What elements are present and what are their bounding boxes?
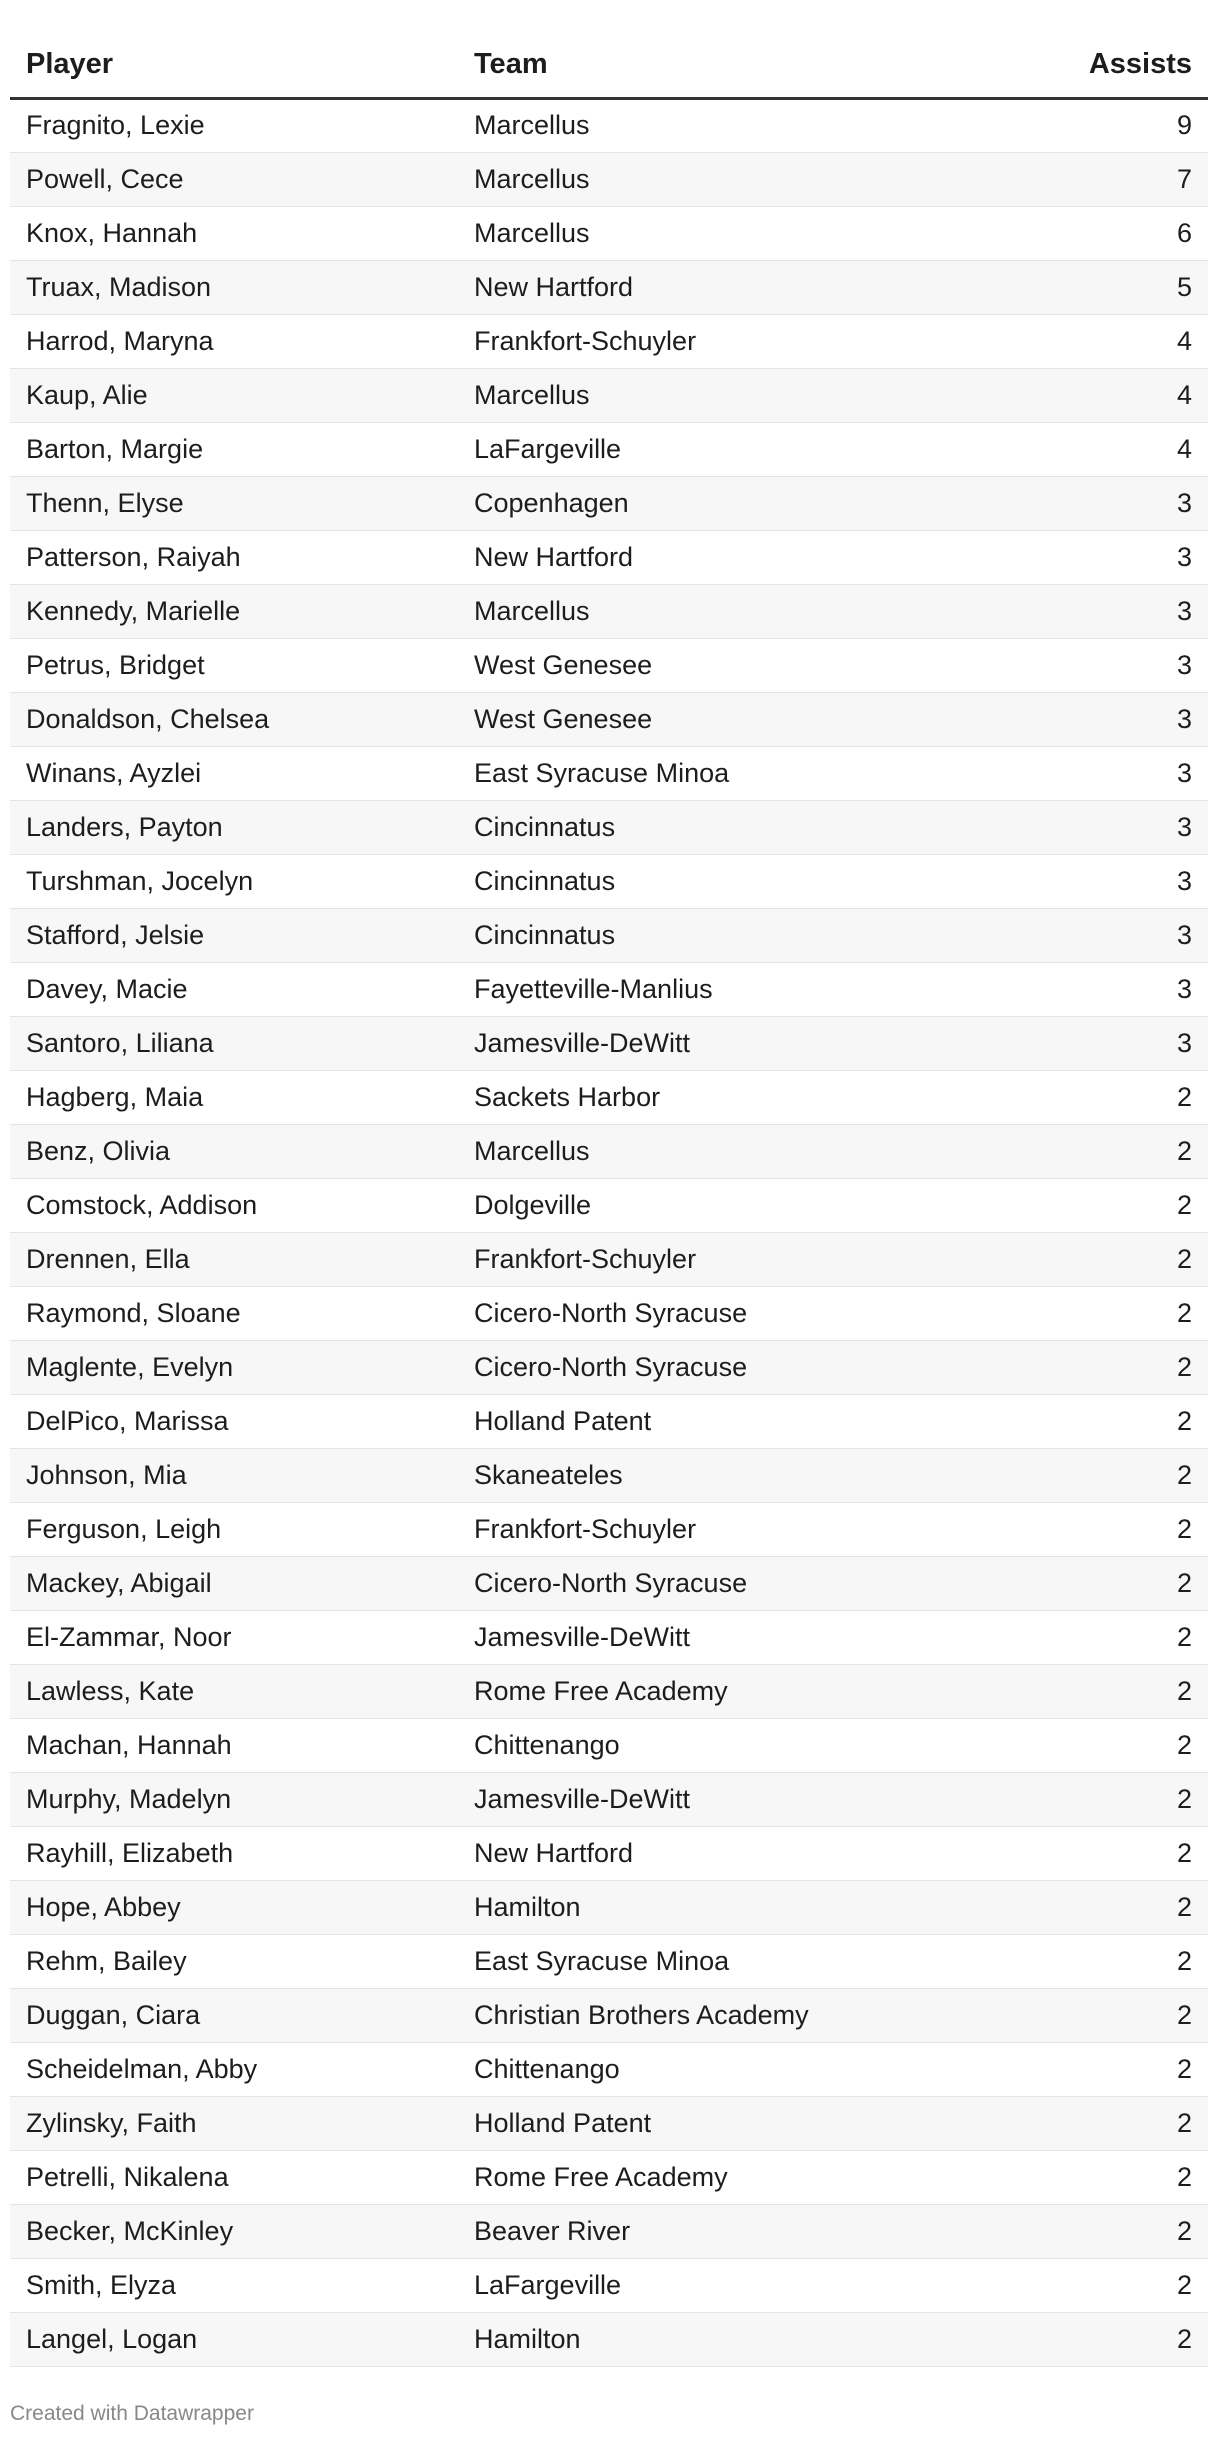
cell-player: Stafford, Jelsie: [10, 908, 458, 962]
cell-team: Sackets Harbor: [458, 1070, 1018, 1124]
cell-player: Comstock, Addison: [10, 1178, 458, 1232]
cell-assists: 2: [1018, 1286, 1208, 1340]
table-row: [10, 1664, 1208, 1718]
cell-team: Chittenango: [458, 1718, 1018, 1772]
cell-assists: 2: [1018, 1070, 1208, 1124]
cell-team: Marcellus: [458, 1124, 1018, 1178]
cell-team: Cincinnatus: [458, 854, 1018, 908]
table-body: [10, 98, 1208, 2366]
table-row: [10, 1448, 1208, 1502]
cell-team: Chittenango: [458, 2042, 1018, 2096]
cell-assists: 3: [1018, 800, 1208, 854]
table-row: [10, 1286, 1208, 1340]
cell-player: Winans, Ayzlei: [10, 746, 458, 800]
table-row: [10, 1124, 1208, 1178]
cell-team: West Genesee: [458, 638, 1018, 692]
cell-assists: 3: [1018, 638, 1208, 692]
table-row: [10, 2096, 1208, 2150]
table-row: [10, 152, 1208, 206]
cell-assists: 3: [1018, 1016, 1208, 1070]
cell-player: Smith, Elyza: [10, 2258, 458, 2312]
table-row: [10, 476, 1208, 530]
cell-team: Jamesville-DeWitt: [458, 1610, 1018, 1664]
cell-assists: 2: [1018, 1340, 1208, 1394]
cell-assists: 2: [1018, 1232, 1208, 1286]
cell-assists: 7: [1018, 152, 1208, 206]
table-row: [10, 1178, 1208, 1232]
table-row: [10, 368, 1208, 422]
cell-assists: 2: [1018, 1502, 1208, 1556]
table-row: [10, 854, 1208, 908]
cell-team: East Syracuse Minoa: [458, 746, 1018, 800]
cell-player: Fragnito, Lexie: [10, 98, 458, 152]
cell-player: Harrod, Maryna: [10, 314, 458, 368]
table-row: [10, 1934, 1208, 1988]
table-row: [10, 1556, 1208, 1610]
column-header-player[interactable]: Player: [10, 32, 458, 98]
cell-team: Hamilton: [458, 1880, 1018, 1934]
cell-assists: 3: [1018, 476, 1208, 530]
cell-player: Hagberg, Maia: [10, 1070, 458, 1124]
cell-player: DelPico, Marissa: [10, 1394, 458, 1448]
cell-team: East Syracuse Minoa: [458, 1934, 1018, 1988]
cell-team: Cincinnatus: [458, 800, 1018, 854]
cell-team: Christian Brothers Academy: [458, 1988, 1018, 2042]
cell-assists: 3: [1018, 962, 1208, 1016]
cell-assists: 2: [1018, 1988, 1208, 2042]
table-row: [10, 1016, 1208, 1070]
cell-team: Cicero-North Syracuse: [458, 1286, 1018, 1340]
cell-team: New Hartford: [458, 1826, 1018, 1880]
cell-assists: 2: [1018, 1718, 1208, 1772]
table-row: [10, 1772, 1208, 1826]
cell-team: Holland Patent: [458, 2096, 1018, 2150]
cell-team: Fayetteville-Manlius: [458, 962, 1018, 1016]
table-row: [10, 314, 1208, 368]
cell-assists: 2: [1018, 1934, 1208, 1988]
cell-assists: 2: [1018, 2312, 1208, 2366]
cell-player: Johnson, Mia: [10, 1448, 458, 1502]
table-row: [10, 206, 1208, 260]
cell-player: Powell, Cece: [10, 152, 458, 206]
cell-player: Patterson, Raiyah: [10, 530, 458, 584]
cell-player: Kennedy, Marielle: [10, 584, 458, 638]
cell-player: Becker, McKinley: [10, 2204, 458, 2258]
column-header-assists[interactable]: Assists: [1018, 32, 1208, 98]
cell-assists: 2: [1018, 2042, 1208, 2096]
table-row: [10, 98, 1208, 152]
cell-team: Dolgeville: [458, 1178, 1018, 1232]
cell-team: LaFargeville: [458, 422, 1018, 476]
cell-assists: 2: [1018, 1664, 1208, 1718]
table-row: [10, 1988, 1208, 2042]
cell-team: Marcellus: [458, 152, 1018, 206]
cell-team: Copenhagen: [458, 476, 1018, 530]
table-row: [10, 800, 1208, 854]
table-row: [10, 746, 1208, 800]
cell-team: Hamilton: [458, 2312, 1018, 2366]
cell-team: Jamesville-DeWitt: [458, 1016, 1018, 1070]
table-row: [10, 638, 1208, 692]
cell-team: Cincinnatus: [458, 908, 1018, 962]
cell-team: Skaneateles: [458, 1448, 1018, 1502]
table-row: [10, 962, 1208, 1016]
cell-assists: 2: [1018, 1610, 1208, 1664]
cell-team: Rome Free Academy: [458, 2150, 1018, 2204]
cell-player: Langel, Logan: [10, 2312, 458, 2366]
cell-assists: 2: [1018, 2096, 1208, 2150]
cell-player: Duggan, Ciara: [10, 1988, 458, 2042]
cell-team: Holland Patent: [458, 1394, 1018, 1448]
cell-player: Knox, Hannah: [10, 206, 458, 260]
table-row: [10, 1232, 1208, 1286]
cell-assists: 2: [1018, 1124, 1208, 1178]
table-row: [10, 2042, 1208, 2096]
cell-assists: 2: [1018, 1448, 1208, 1502]
cell-assists: 4: [1018, 314, 1208, 368]
cell-team: Beaver River: [458, 2204, 1018, 2258]
cell-assists: 3: [1018, 854, 1208, 908]
cell-team: LaFargeville: [458, 2258, 1018, 2312]
cell-player: Barton, Margie: [10, 422, 458, 476]
table-row: [10, 1394, 1208, 1448]
column-header-team[interactable]: Team: [458, 32, 1018, 98]
table-row: [10, 1340, 1208, 1394]
cell-team: West Genesee: [458, 692, 1018, 746]
cell-player: Petrelli, Nikalena: [10, 2150, 458, 2204]
cell-team: Frankfort-Schuyler: [458, 1502, 1018, 1556]
cell-assists: 3: [1018, 530, 1208, 584]
cell-assists: 2: [1018, 2150, 1208, 2204]
cell-assists: 3: [1018, 584, 1208, 638]
cell-player: Mackey, Abigail: [10, 1556, 458, 1610]
cell-player: Davey, Macie: [10, 962, 458, 1016]
cell-player: Machan, Hannah: [10, 1718, 458, 1772]
cell-assists: 2: [1018, 1880, 1208, 1934]
table-row: [10, 1718, 1208, 1772]
cell-team: Cicero-North Syracuse: [458, 1556, 1018, 1610]
cell-assists: 2: [1018, 1556, 1208, 1610]
cell-assists: 6: [1018, 206, 1208, 260]
footer-credit: Created with Datawrapper: [10, 2402, 254, 2425]
cell-assists: 2: [1018, 2258, 1208, 2312]
cell-player: Ferguson, Leigh: [10, 1502, 458, 1556]
table-row: [10, 692, 1208, 746]
cell-team: Cicero-North Syracuse: [458, 1340, 1018, 1394]
cell-assists: 3: [1018, 908, 1208, 962]
cell-team: Jamesville-DeWitt: [458, 1772, 1018, 1826]
cell-player: Truax, Madison: [10, 260, 458, 314]
cell-assists: 5: [1018, 260, 1208, 314]
table-row: [10, 260, 1208, 314]
table-row: [10, 1610, 1208, 1664]
cell-assists: 3: [1018, 692, 1208, 746]
cell-assists: 9: [1018, 98, 1208, 152]
table-row: [10, 1502, 1208, 1556]
cell-player: Benz, Olivia: [10, 1124, 458, 1178]
cell-assists: 2: [1018, 1178, 1208, 1232]
table-row: [10, 2258, 1208, 2312]
table-row: [10, 422, 1208, 476]
table-row: [10, 1880, 1208, 1934]
cell-player: Rayhill, Elizabeth: [10, 1826, 458, 1880]
table-header-row: [10, 32, 1208, 98]
cell-player: El-Zammar, Noor: [10, 1610, 458, 1664]
cell-assists: 2: [1018, 2204, 1208, 2258]
cell-team: Frankfort-Schuyler: [458, 314, 1018, 368]
cell-team: Marcellus: [458, 368, 1018, 422]
cell-player: Thenn, Elyse: [10, 476, 458, 530]
cell-team: Marcellus: [458, 98, 1018, 152]
cell-player: Murphy, Madelyn: [10, 1772, 458, 1826]
cell-player: Scheidelman, Abby: [10, 2042, 458, 2096]
cell-team: New Hartford: [458, 530, 1018, 584]
cell-player: Landers, Payton: [10, 800, 458, 854]
cell-player: Petrus, Bridget: [10, 638, 458, 692]
cell-player: Rehm, Bailey: [10, 1934, 458, 1988]
cell-assists: 4: [1018, 422, 1208, 476]
table-row: [10, 2150, 1208, 2204]
cell-assists: 4: [1018, 368, 1208, 422]
cell-player: Zylinsky, Faith: [10, 2096, 458, 2150]
cell-team: Marcellus: [458, 584, 1018, 638]
cell-team: New Hartford: [458, 260, 1018, 314]
cell-player: Raymond, Sloane: [10, 1286, 458, 1340]
cell-assists: 2: [1018, 1394, 1208, 1448]
cell-team: Marcellus: [458, 206, 1018, 260]
table-row: [10, 1826, 1208, 1880]
cell-player: Lawless, Kate: [10, 1664, 458, 1718]
table-row: [10, 2312, 1208, 2366]
table-row: [10, 530, 1208, 584]
cell-team: Frankfort-Schuyler: [458, 1232, 1018, 1286]
table-row: [10, 584, 1208, 638]
table-row: [10, 2204, 1208, 2258]
cell-assists: 3: [1018, 746, 1208, 800]
assists-table: [10, 32, 1208, 2367]
cell-player: Maglente, Evelyn: [10, 1340, 458, 1394]
cell-player: Donaldson, Chelsea: [10, 692, 458, 746]
cell-player: Santoro, Liliana: [10, 1016, 458, 1070]
table-row: [10, 908, 1208, 962]
cell-player: Hope, Abbey: [10, 1880, 458, 1934]
cell-player: Drennen, Ella: [10, 1232, 458, 1286]
cell-assists: 2: [1018, 1772, 1208, 1826]
table-row: [10, 1070, 1208, 1124]
cell-team: Rome Free Academy: [458, 1664, 1018, 1718]
cell-assists: 2: [1018, 1826, 1208, 1880]
cell-player: Kaup, Alie: [10, 368, 458, 422]
cell-player: Turshman, Jocelyn: [10, 854, 458, 908]
